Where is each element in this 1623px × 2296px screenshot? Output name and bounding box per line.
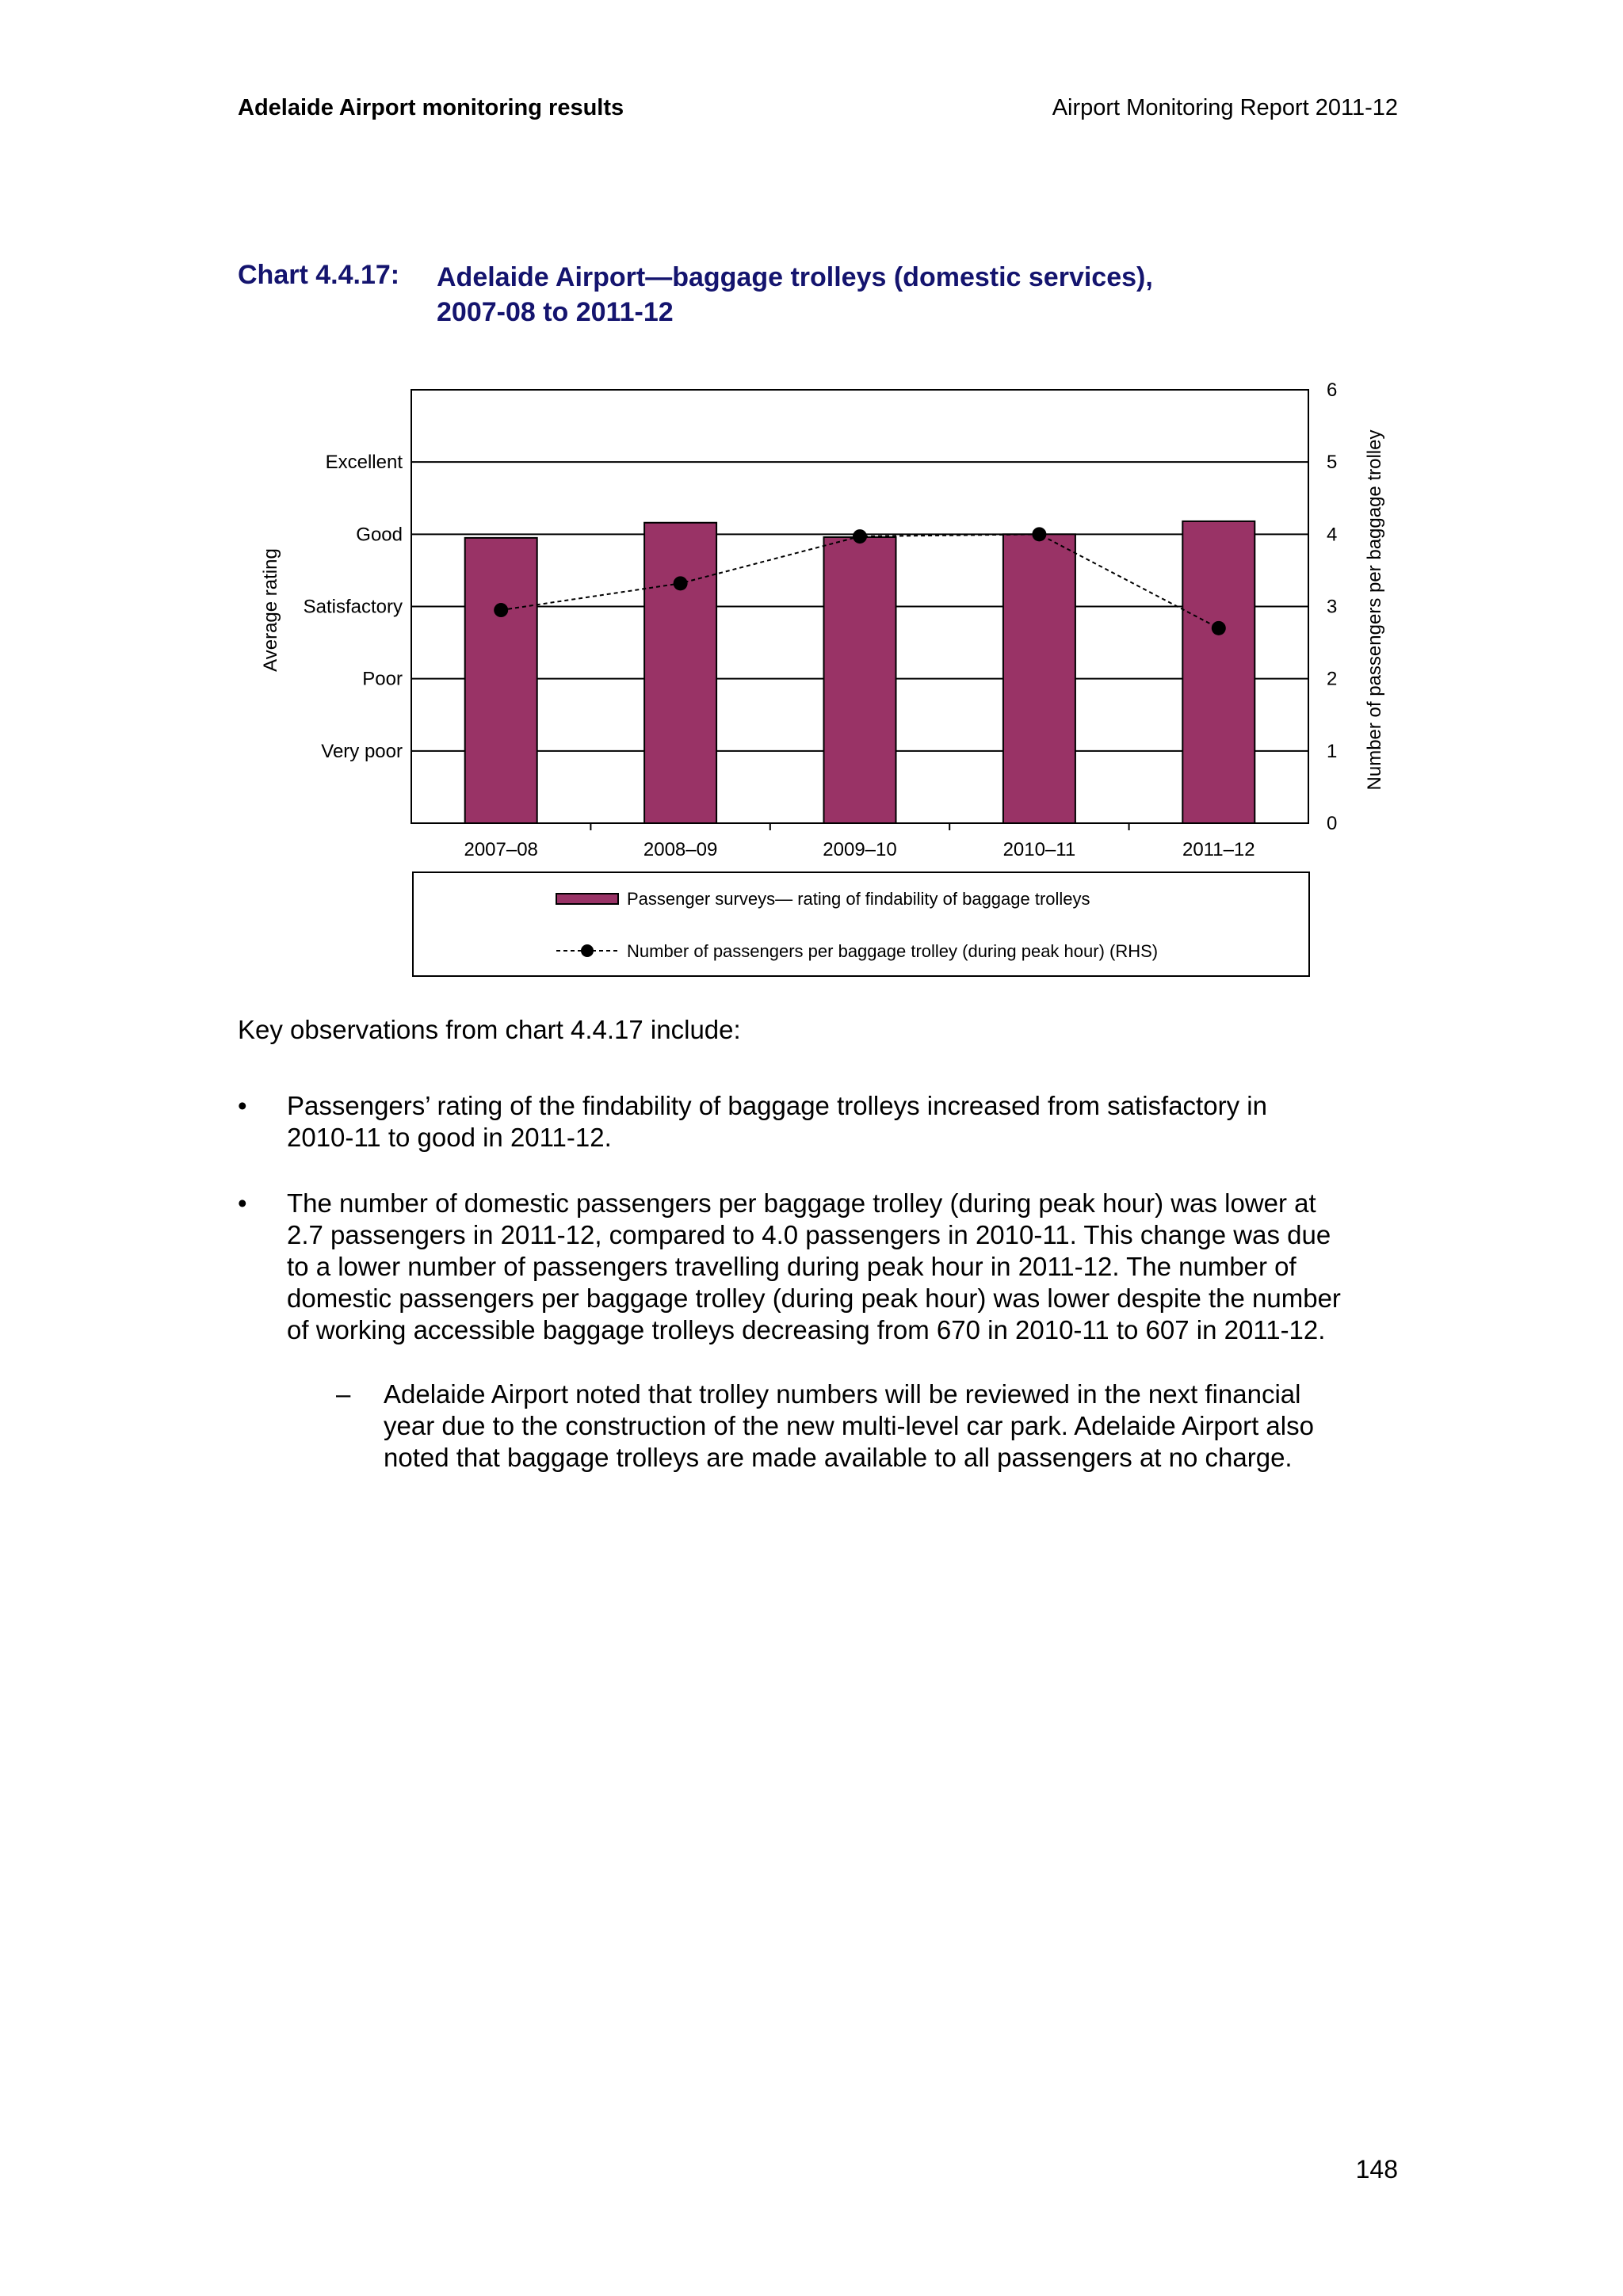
legend-bar-label: Passenger surveys— rating of findability of baggage trolleys	[627, 889, 1090, 909]
right-tick-label: 0	[1327, 813, 1338, 834]
line-point	[853, 529, 867, 543]
right-axis-title: Number of passengers per baggage trolley	[1364, 429, 1385, 791]
baggage-trolleys-chart	[0, 0, 1623, 1030]
bullet-2-line-2: 2.7 passengers in 2011-12, compared to 4.0 passengers in 2010-11. This change was due	[287, 1220, 1331, 1249]
legend-bar-swatch	[556, 894, 618, 904]
left-tick-label: Satisfactory	[303, 596, 403, 618]
chart-caption-title-line-1: Adelaide Airport—baggage trolleys (domestic services),	[437, 262, 1153, 292]
key-observations-intro: Key observations from chart 4.4.17 include:	[238, 1015, 741, 1044]
right-tick-label: 1	[1327, 740, 1338, 762]
bullet-1-line-1: Passengers’ rating of the findability of baggage trolleys increased from satisfactory in	[287, 1091, 1267, 1120]
right-tick-label: 6	[1327, 379, 1338, 401]
left-tick-label: Good	[356, 524, 403, 546]
legend-line-marker	[581, 944, 594, 957]
left-tick-label: Excellent	[325, 452, 403, 474]
chart-caption-title-line-2: 2007-08 to 2011-12	[437, 297, 674, 327]
right-tick-label: 2	[1327, 668, 1338, 690]
left-axis-title: Average rating	[260, 548, 281, 672]
bullet-2-line-4: domestic passengers per baggage trolley (during peak hour) was lower despite the number	[287, 1283, 1341, 1313]
bullet-mark-1: •	[238, 1091, 247, 1120]
x-tick-label: 2010–11	[1002, 839, 1076, 860]
chart-legend	[413, 872, 1309, 976]
bullet-2-line-1: The number of domestic passengers per baggage trolley (during peak hour) was lower at	[287, 1188, 1316, 1218]
sub-bullet-mark: –	[336, 1379, 351, 1409]
bullet-paragraph-1	[287, 1090, 1404, 1154]
bullet-2-line-5: of working accessible baggage trolleys decreasing from 670 in 2010-11 to 607 in 2011-12.	[287, 1315, 1326, 1344]
line-point	[674, 576, 688, 590]
right-tick-label: 3	[1327, 596, 1338, 618]
bullet-paragraph-2	[287, 1188, 1404, 1346]
right-tick-label: 5	[1327, 452, 1338, 474]
x-tick-label: 2009–10	[823, 839, 897, 860]
left-tick-label: Very poor	[321, 740, 403, 762]
right-tick-label: 4	[1327, 524, 1338, 546]
line-point	[1212, 621, 1226, 635]
bullet-mark-2: •	[238, 1188, 247, 1218]
sub-bullet-line-1: Adelaide Airport noted that trolley numbers will be reviewed in the next financial	[384, 1379, 1301, 1409]
x-tick-label: 2007–08	[464, 839, 538, 860]
sub-bullet-line-3: noted that baggage trolleys are made available to all passengers at no charge.	[384, 1443, 1293, 1472]
bullet-2-line-3: to a lower number of passengers travelling during peak hour in 2011-12. The number of	[287, 1252, 1296, 1281]
sub-bullet-line-2: year due to the construction of the new multi-level car park. Adelaide Airport also	[384, 1411, 1314, 1440]
bullet-1-line-2: 2010-11 to good in 2011-12.	[287, 1123, 612, 1152]
bar	[465, 538, 537, 823]
bar	[644, 523, 716, 823]
running-header-right: Airport Monitoring Report 2011-12	[1052, 95, 1398, 120]
line-point	[1032, 527, 1046, 541]
sub-bullet-paragraph	[384, 1379, 1406, 1474]
line-point	[494, 603, 508, 617]
bar	[824, 537, 896, 823]
bar	[1003, 534, 1075, 823]
running-header-left: Adelaide Airport monitoring results	[238, 95, 624, 120]
chart-caption-number: Chart 4.4.17:	[238, 260, 400, 290]
x-tick-label: 2011–12	[1182, 839, 1255, 860]
legend-line-label: Number of passengers per baggage trolley (during peak hour) (RHS)	[627, 941, 1159, 961]
left-tick-label: Poor	[362, 668, 403, 690]
bar	[1182, 521, 1254, 823]
page-number: 148	[1355, 2155, 1398, 2183]
x-tick-label: 2008–09	[643, 839, 718, 860]
